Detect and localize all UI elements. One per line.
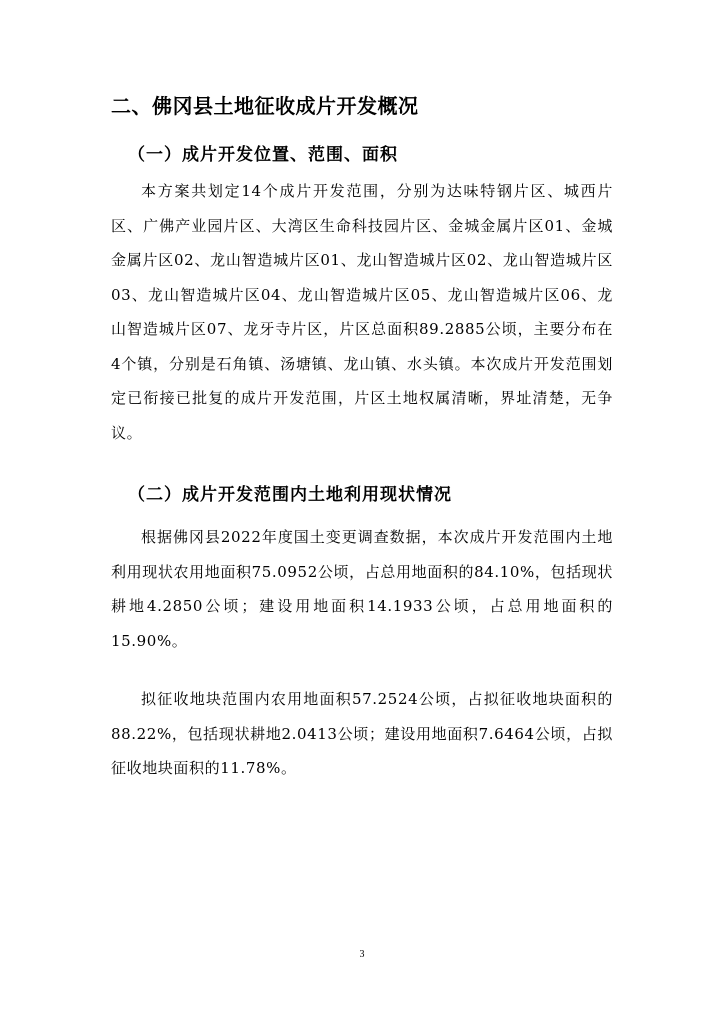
paragraph-land-use-expropriation: 拟征收地块范围内农用地面积57.2524公顷，占拟征收地块面积的88.22%，包括现状耕地2.0413公顷；建设用地面积7.6464公顷，占拟征收地块面积的11.78%。: [111, 690, 613, 777]
subsection-heading-location: （一）成片开发位置、范围、面积: [128, 145, 398, 165]
paragraph-location-area: 本方案共划定14个成片开发范围，分别为达味特钢片区、城西片区、广佛产业园片区、大湾区生命科技园片区、金城金属片区01、金城金属片区02、龙山智造城片区01、龙山智造城片区02、龙山智造城片区03、龙山智造城片区04、龙山智造城片区05、龙山智造城片区06、龙山智造城片区07、龙牙寺片区，片区总面积89.2885公顷，主要分布在4个镇，分别是石角镇、汤塘镇、龙山镇、水头镇。本次成片开发范围划定已衔接已批复的成片开发范围，片区土地权属清晰，界址清楚，无争议。: [111, 182, 613, 442]
page-number: 3: [359, 949, 365, 960]
subsection-heading-land-use: （二）成片开发范围内土地利用现状情况: [128, 485, 452, 505]
paragraph-land-use-total: 根据佛冈县2022年度国土变更调查数据，本次成片开发范围内土地利用现状农用地面积75.0952公顷，占总用地面积的84.10%，包括现状耕地4.2850公顷；建设用地面积14.1933公顷，占总用地面积的15.90%。: [111, 528, 613, 650]
section-heading: 二、佛冈县土地征收成片开发概况: [111, 94, 419, 118]
